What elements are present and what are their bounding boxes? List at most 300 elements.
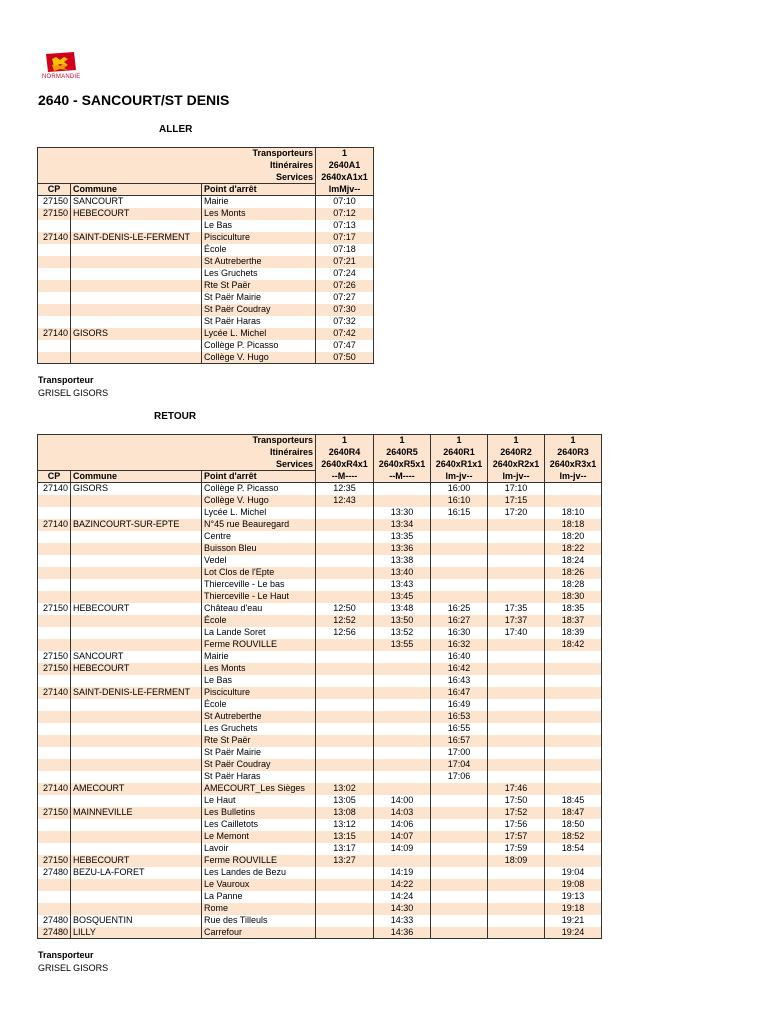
departure-time <box>488 867 545 879</box>
table-row <box>38 220 374 232</box>
table-row <box>38 280 374 292</box>
departure-time: 17:20 <box>488 507 545 519</box>
service-label: Services <box>38 459 316 471</box>
departure-time <box>545 483 602 495</box>
departure-time <box>374 723 431 735</box>
retour-carrier-name: GRISEL GISORS <box>38 963 109 973</box>
departure-time: 16:42 <box>431 663 488 675</box>
stop-name: St Paër Mairie <box>202 292 316 304</box>
stop-name: Le Vauroux <box>202 879 316 891</box>
departure-time: 18:20 <box>545 531 602 543</box>
departure-time <box>545 771 602 783</box>
page-title: 2640 - SANCOURT/ST DENIS <box>38 92 230 108</box>
departure-time: 07:12 <box>316 208 374 220</box>
departure-time <box>545 495 602 507</box>
table-row <box>38 495 602 507</box>
departure-time <box>316 891 374 903</box>
stop-name: Pisciculture <box>202 687 316 699</box>
departure-time <box>545 699 602 711</box>
stop-name: Les Bulletins <box>202 807 316 819</box>
departure-time: 12:52 <box>316 615 374 627</box>
commune-name: LILLY <box>71 927 202 939</box>
commune-name <box>71 891 202 903</box>
departure-time: 19:04 <box>545 867 602 879</box>
postal-code: 27150 <box>38 603 71 615</box>
table-row <box>38 831 602 843</box>
commune-name: HEBECOURT <box>71 603 202 615</box>
departure-time <box>316 699 374 711</box>
departure-time: 17:56 <box>488 819 545 831</box>
departure-time: 12:35 <box>316 483 374 495</box>
departure-time: 13:30 <box>374 507 431 519</box>
departure-time: 19:18 <box>545 903 602 915</box>
departure-time <box>374 687 431 699</box>
table-row <box>38 879 602 891</box>
table-row <box>38 807 602 819</box>
departure-time: 07:10 <box>316 196 374 208</box>
departure-time <box>431 903 488 915</box>
column-service: 2640xR4x1 <box>316 459 374 471</box>
departure-time: 07:47 <box>316 340 374 352</box>
departure-time: 16:43 <box>431 675 488 687</box>
commune-name <box>71 711 202 723</box>
departure-time: 14:22 <box>374 879 431 891</box>
departure-time <box>488 879 545 891</box>
table-row <box>38 316 374 328</box>
departure-time <box>316 747 374 759</box>
departure-time <box>316 771 374 783</box>
departure-time <box>316 879 374 891</box>
departure-time <box>374 711 431 723</box>
commune-name <box>71 819 202 831</box>
departure-time: 07:17 <box>316 232 374 244</box>
stop-name: École <box>202 699 316 711</box>
departure-time: 16:27 <box>431 615 488 627</box>
departure-time: 13:38 <box>374 555 431 567</box>
table-row <box>38 723 602 735</box>
table-row <box>38 567 602 579</box>
commune-name <box>71 879 202 891</box>
postal-code <box>38 771 71 783</box>
departure-time: 18:39 <box>545 627 602 639</box>
departure-time: 17:37 <box>488 615 545 627</box>
departure-time: 07:13 <box>316 220 374 232</box>
column-itineraire: 2640R4 <box>316 447 374 459</box>
commune-name <box>71 771 202 783</box>
postal-code <box>38 579 71 591</box>
column-service: 2640xR5x1 <box>374 459 431 471</box>
aller-section-title: ALLER <box>159 124 193 135</box>
arret-header: Point d'arrêt <box>202 184 316 196</box>
postal-code <box>38 735 71 747</box>
departure-time <box>545 783 602 795</box>
departure-time <box>431 819 488 831</box>
departure-time: 13:12 <box>316 819 374 831</box>
table-row <box>38 747 602 759</box>
departure-time <box>431 519 488 531</box>
departure-time: 17:40 <box>488 627 545 639</box>
departure-time <box>431 879 488 891</box>
departure-time <box>374 771 431 783</box>
departure-time: 12:43 <box>316 495 374 507</box>
postal-code <box>38 699 71 711</box>
departure-time <box>374 675 431 687</box>
departure-time <box>545 855 602 867</box>
departure-time: 18:50 <box>545 819 602 831</box>
stop-name: École <box>202 244 316 256</box>
commune-name <box>71 555 202 567</box>
stop-name: Centre <box>202 531 316 543</box>
departure-time: 16:00 <box>431 483 488 495</box>
stop-name: Rte St Paër <box>202 735 316 747</box>
commune-name <box>71 579 202 591</box>
postal-code <box>38 831 71 843</box>
departure-time <box>316 903 374 915</box>
departure-time <box>431 543 488 555</box>
commune-name: SAINT-DENIS-LE-FERMENT <box>71 687 202 699</box>
departure-time: 13:36 <box>374 543 431 555</box>
stop-name: Buisson Bleu <box>202 543 316 555</box>
commune-name <box>71 268 202 280</box>
postal-code <box>38 879 71 891</box>
postal-code <box>38 280 71 292</box>
transporteur-label: Transporteurs <box>38 435 316 447</box>
departure-time: 18:22 <box>545 543 602 555</box>
commune-name: GISORS <box>71 483 202 495</box>
stop-name: Mairie <box>202 196 316 208</box>
table-row <box>38 292 374 304</box>
departure-time <box>374 483 431 495</box>
departure-time <box>374 663 431 675</box>
departure-time <box>545 687 602 699</box>
postal-code: 27150 <box>38 855 71 867</box>
postal-code <box>38 675 71 687</box>
departure-time <box>431 555 488 567</box>
departure-time <box>431 855 488 867</box>
postal-code <box>38 340 71 352</box>
commune-name <box>71 256 202 268</box>
departure-time <box>431 783 488 795</box>
stop-name: St Autreberthe <box>202 256 316 268</box>
departure-time: 16:32 <box>431 639 488 651</box>
commune-name <box>71 352 202 364</box>
header-row-service <box>38 172 374 184</box>
departure-time: 07:24 <box>316 268 374 280</box>
retour-carrier-label: Transporteur <box>38 950 94 960</box>
stop-name: St Paër Coudray <box>202 759 316 771</box>
stop-name: Rte St Paër <box>202 280 316 292</box>
departure-time: 17:35 <box>488 603 545 615</box>
stop-name: La Lande Soret <box>202 627 316 639</box>
departure-time: 19:21 <box>545 915 602 927</box>
commune-header: Commune <box>71 471 202 483</box>
postal-code <box>38 711 71 723</box>
departure-time: 13:48 <box>374 603 431 615</box>
postal-code <box>38 903 71 915</box>
table-row <box>38 663 602 675</box>
postal-code <box>38 543 71 555</box>
commune-name <box>71 903 202 915</box>
commune-name <box>71 316 202 328</box>
departure-time: 14:36 <box>374 927 431 939</box>
postal-code <box>38 268 71 280</box>
column-transporteur: 1 <box>545 435 602 447</box>
column-itineraire: 2640R2 <box>488 447 545 459</box>
departure-time: 18:54 <box>545 843 602 855</box>
departure-time: 07:32 <box>316 316 374 328</box>
stop-name: École <box>202 615 316 627</box>
commune-name <box>71 507 202 519</box>
departure-time <box>316 735 374 747</box>
column-days: --M---- <box>374 471 431 483</box>
postal-code <box>38 723 71 735</box>
departure-time <box>488 699 545 711</box>
postal-code: 27140 <box>38 519 71 531</box>
commune-name: HEBECOURT <box>71 663 202 675</box>
departure-time <box>488 735 545 747</box>
departure-time: 19:24 <box>545 927 602 939</box>
column-header-row <box>38 184 374 196</box>
departure-time: 17:04 <box>431 759 488 771</box>
column-transporteur: 1 <box>488 435 545 447</box>
departure-time <box>316 543 374 555</box>
commune-name: MAINNEVILLE <box>71 807 202 819</box>
departure-time <box>316 579 374 591</box>
header-row-transporteur <box>38 435 602 447</box>
postal-code: 27150 <box>38 208 71 220</box>
stop-name: Rue des Tilleuls <box>202 915 316 927</box>
departure-time: 13:08 <box>316 807 374 819</box>
departure-time <box>488 903 545 915</box>
table-row <box>38 711 602 723</box>
commune-name: BEZU-LA-FORET <box>71 867 202 879</box>
departure-time <box>316 555 374 567</box>
departure-time <box>488 723 545 735</box>
departure-time: 13:05 <box>316 795 374 807</box>
commune-name <box>71 280 202 292</box>
departure-time: 17:00 <box>431 747 488 759</box>
postal-code: 27480 <box>38 927 71 939</box>
departure-time <box>488 591 545 603</box>
header-row-itineraire <box>38 160 374 172</box>
stop-name: Collège P. Picasso <box>202 340 316 352</box>
departure-time <box>374 747 431 759</box>
departure-time: 13:02 <box>316 783 374 795</box>
departure-time <box>545 747 602 759</box>
table-row <box>38 639 602 651</box>
departure-time <box>431 843 488 855</box>
table-row <box>38 783 602 795</box>
column-transporteur: 1 <box>316 435 374 447</box>
column-days: lm-jv-- <box>545 471 602 483</box>
stop-name: St Paër Coudray <box>202 304 316 316</box>
stop-name: Carrefour <box>202 927 316 939</box>
departure-time <box>488 579 545 591</box>
column-service: 2640xR1x1 <box>431 459 488 471</box>
commune-name <box>71 759 202 771</box>
table-row <box>38 855 602 867</box>
stop-name: St Paër Mairie <box>202 747 316 759</box>
departure-time: 19:13 <box>545 891 602 903</box>
column-itineraire: 2640A1 <box>316 160 374 172</box>
stop-name: Collège V. Hugo <box>202 495 316 507</box>
departure-time <box>431 927 488 939</box>
table-row <box>38 651 602 663</box>
table-row <box>38 687 602 699</box>
postal-code <box>38 555 71 567</box>
stop-name: Les Gruchets <box>202 723 316 735</box>
departure-time <box>488 519 545 531</box>
departure-time <box>374 699 431 711</box>
departure-time <box>488 915 545 927</box>
commune-name <box>71 723 202 735</box>
departure-time <box>545 735 602 747</box>
postal-code: 27140 <box>38 483 71 495</box>
column-header-row <box>38 471 602 483</box>
postal-code: 27150 <box>38 651 71 663</box>
departure-time: 14:06 <box>374 819 431 831</box>
cp-header: CP <box>38 184 71 196</box>
column-service: 2640xR2x1 <box>488 459 545 471</box>
table-row <box>38 771 602 783</box>
commune-name: HEBECOURT <box>71 208 202 220</box>
arret-header: Point d'arrêt <box>202 471 316 483</box>
commune-name <box>71 699 202 711</box>
commune-name <box>71 220 202 232</box>
stop-name: Lycée L. Michel <box>202 328 316 340</box>
itineraire-label: Itinéraires <box>38 447 316 459</box>
departure-time <box>316 927 374 939</box>
table-row <box>38 208 374 220</box>
departure-time: 14:03 <box>374 807 431 819</box>
departure-time <box>316 519 374 531</box>
commune-name <box>71 304 202 316</box>
departure-time: 16:47 <box>431 687 488 699</box>
departure-time: 17:06 <box>431 771 488 783</box>
stop-name: St Autreberthe <box>202 711 316 723</box>
departure-time: 18:10 <box>545 507 602 519</box>
departure-time: 18:28 <box>545 579 602 591</box>
departure-time: 18:35 <box>545 603 602 615</box>
departure-time <box>431 531 488 543</box>
departure-time <box>374 783 431 795</box>
postal-code <box>38 507 71 519</box>
departure-time <box>545 711 602 723</box>
departure-time: 07:42 <box>316 328 374 340</box>
departure-time <box>316 651 374 663</box>
commune-name: SANCOURT <box>71 651 202 663</box>
departure-time <box>545 651 602 663</box>
departure-time: 17:52 <box>488 807 545 819</box>
commune-header: Commune <box>71 184 202 196</box>
departure-time <box>316 723 374 735</box>
commune-name: SANCOURT <box>71 196 202 208</box>
header-row-itineraire <box>38 447 602 459</box>
departure-time: 16:57 <box>431 735 488 747</box>
table-row <box>38 256 374 268</box>
commune-name <box>71 843 202 855</box>
commune-name <box>71 639 202 651</box>
departure-time: 14:30 <box>374 903 431 915</box>
departure-time: 19:08 <box>545 879 602 891</box>
postal-code <box>38 256 71 268</box>
stop-name: St Paër Haras <box>202 771 316 783</box>
departure-time: 18:26 <box>545 567 602 579</box>
table-row <box>38 579 602 591</box>
table-row <box>38 603 602 615</box>
departure-time <box>488 675 545 687</box>
departure-time: 17:10 <box>488 483 545 495</box>
departure-time <box>545 723 602 735</box>
stop-name: N°45 rue Beauregard <box>202 519 316 531</box>
departure-time <box>431 795 488 807</box>
departure-time: 13:40 <box>374 567 431 579</box>
departure-time: 16:15 <box>431 507 488 519</box>
departure-time: 14:24 <box>374 891 431 903</box>
departure-time: 18:37 <box>545 615 602 627</box>
table-row <box>38 483 602 495</box>
departure-time <box>431 579 488 591</box>
stop-name: Collège P. Picasso <box>202 483 316 495</box>
table-row <box>38 915 602 927</box>
table-row <box>38 268 374 280</box>
postal-code <box>38 819 71 831</box>
departure-time <box>374 855 431 867</box>
stop-name: Thierceville - Le Haut <box>202 591 316 603</box>
departure-time: 17:59 <box>488 843 545 855</box>
table-row <box>38 543 602 555</box>
postal-code <box>38 795 71 807</box>
departure-time <box>316 675 374 687</box>
table-row <box>38 591 602 603</box>
postal-code: 27140 <box>38 687 71 699</box>
retour-timetable <box>37 434 602 939</box>
departure-time <box>431 807 488 819</box>
departure-time: 18:24 <box>545 555 602 567</box>
cp-header: CP <box>38 471 71 483</box>
stop-name: AMECOURT_Les Sièges <box>202 783 316 795</box>
departure-time: 07:50 <box>316 352 374 364</box>
table-row <box>38 615 602 627</box>
stop-name: Vedel <box>202 555 316 567</box>
column-days: lmMjv-- <box>316 184 374 196</box>
stop-name: Le Memont <box>202 831 316 843</box>
postal-code: 27480 <box>38 915 71 927</box>
postal-code: 27150 <box>38 663 71 675</box>
departure-time: 13:17 <box>316 843 374 855</box>
postal-code: 27480 <box>38 867 71 879</box>
postal-code <box>38 220 71 232</box>
table-row <box>38 627 602 639</box>
departure-time <box>431 591 488 603</box>
departure-time: 14:33 <box>374 915 431 927</box>
column-transporteur: 1 <box>374 435 431 447</box>
departure-time: 17:46 <box>488 783 545 795</box>
commune-name: SAINT-DENIS-LE-FERMENT <box>71 232 202 244</box>
departure-time <box>374 495 431 507</box>
departure-time: 17:50 <box>488 795 545 807</box>
column-days: --M---- <box>316 471 374 483</box>
commune-name: GISORS <box>71 328 202 340</box>
table-row <box>38 352 374 364</box>
departure-time <box>431 567 488 579</box>
departure-time <box>488 687 545 699</box>
departure-time: 16:49 <box>431 699 488 711</box>
postal-code <box>38 591 71 603</box>
departure-time <box>488 759 545 771</box>
departure-time: 14:19 <box>374 867 431 879</box>
departure-time: 07:27 <box>316 292 374 304</box>
